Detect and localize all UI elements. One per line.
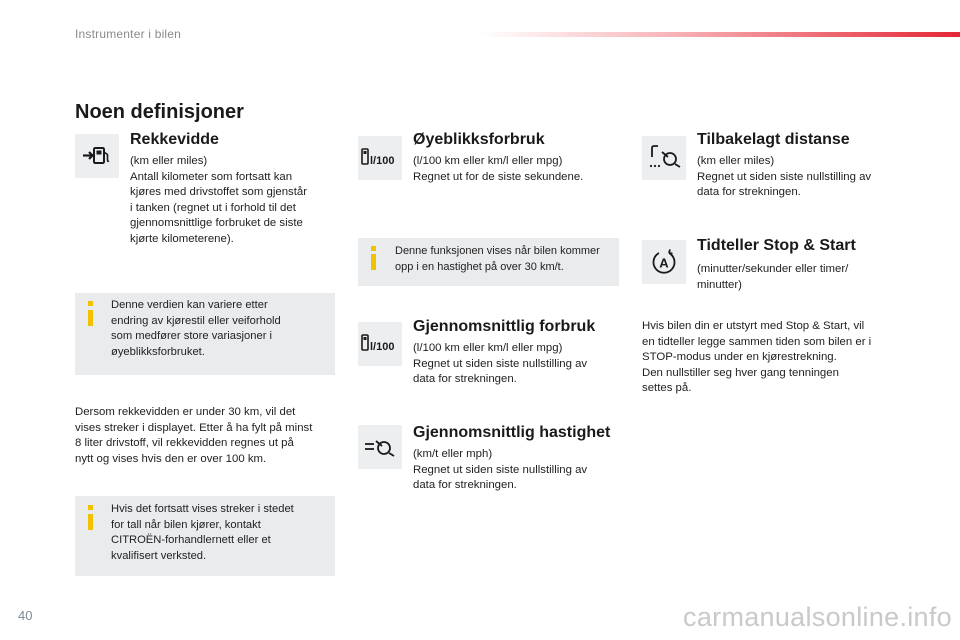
note-box-streker [75,496,335,576]
oyeblikksforbruk-text: (l/100 km eller km/l eller mpg) Regnet ut for de siste sekundene. [413,155,584,183]
section-title-stop-start: Tidteller Stop & Start [697,237,856,254]
svg-text:l/100: l/100 [370,341,395,353]
note-text: Denne verdien kan variere etter endring av kjørestil eller veiforhold som medfører store variasjoner i øyeblikksforbruket. [111,299,281,358]
distance-travelled-icon [642,136,686,180]
note-marker [371,246,376,251]
section-title-gjennomsnittlig-forbruk: Gjennomsnittlig forbruk [413,318,596,335]
rekkevidde-text: (km eller miles) Antall kilometer som fortsatt kan kjøres med drivstoffet som gjenstår i tanken (regnet ut i forhold til det gjennomsnittlige forbruket de siste kjørte kilometerene). [130,155,308,245]
note-text: Hvis det fortsatt vises streker i stedet for tall når bilen kjører, kontakt CITROËN-forhandlernett eller et kvalifisert verksted. [111,503,294,562]
paragraph-streker: Dersom rekkevidden er under 30 km, vil det vises streker i displayet. Etter å ha fylt på minst 8 liter drivstoff, vil rekkevidden regnes ut på nytt og vises hvis den er over 100 km. [75,406,313,465]
average-speed-icon [358,425,402,469]
average-consumption-icon [358,322,402,366]
paragraph-stop-start: Hvis bilen din er utstyrt med Stop & Start, vil en tidteller legge sammen tiden som bilen er i STOP-modus under en kjørestrekning. Den nullstiller seg hver gang tenningen settes på. [642,320,872,395]
stop-start-text: (minutter/sekunder eller timer/ minutter) [697,263,849,291]
gjennomsnittlig-forbruk-text: (l/100 km eller km/l eller mpg) Regnet ut siden siste nullstilling av data for strekningen. [413,342,588,386]
page-title: Noen definisjoner [75,101,244,123]
note-marker [88,301,93,306]
note-text: Denne funksjonen vises når bilen kommer opp i en hastighet på over 30 km/t. [395,245,600,273]
section-title-gjennomsnittlig-hastighet: Gjennomsnittlig hastighet [413,424,611,441]
note-marker [88,505,93,510]
fuel-range-icon [75,134,119,178]
instant-consumption-icon [358,136,402,180]
tilbakelagt-text: (km eller miles) Regnet ut siden siste nullstilling av data for strekningen. [697,155,872,199]
note-box-oyeblikk [358,238,619,286]
note-marker-bar [371,254,376,270]
page-number: 40 [18,608,33,623]
stop-start-icon [642,240,686,284]
svg-text:A: A [659,255,669,271]
section-title-tilbakelagt: Tilbakelagt distanse [697,131,850,148]
header-accent-bar [480,32,960,37]
watermark: carmanualsonline.info [683,602,952,632]
section-title-oyeblikksforbruk: Øyeblikksforbruk [413,131,545,148]
svg-text:l/100: l/100 [370,155,395,167]
chapter-title: Instrumenter i bilen [75,27,182,41]
section-title-rekkevidde: Rekkevidde [130,131,219,148]
gjennomsnittlig-hastighet-text: (km/t eller mph) Regnet ut siden siste nullstilling av data for strekningen. [413,448,588,492]
note-marker-bar [88,310,93,326]
note-marker-bar [88,514,93,530]
note-box-rekkevidde [75,293,335,375]
